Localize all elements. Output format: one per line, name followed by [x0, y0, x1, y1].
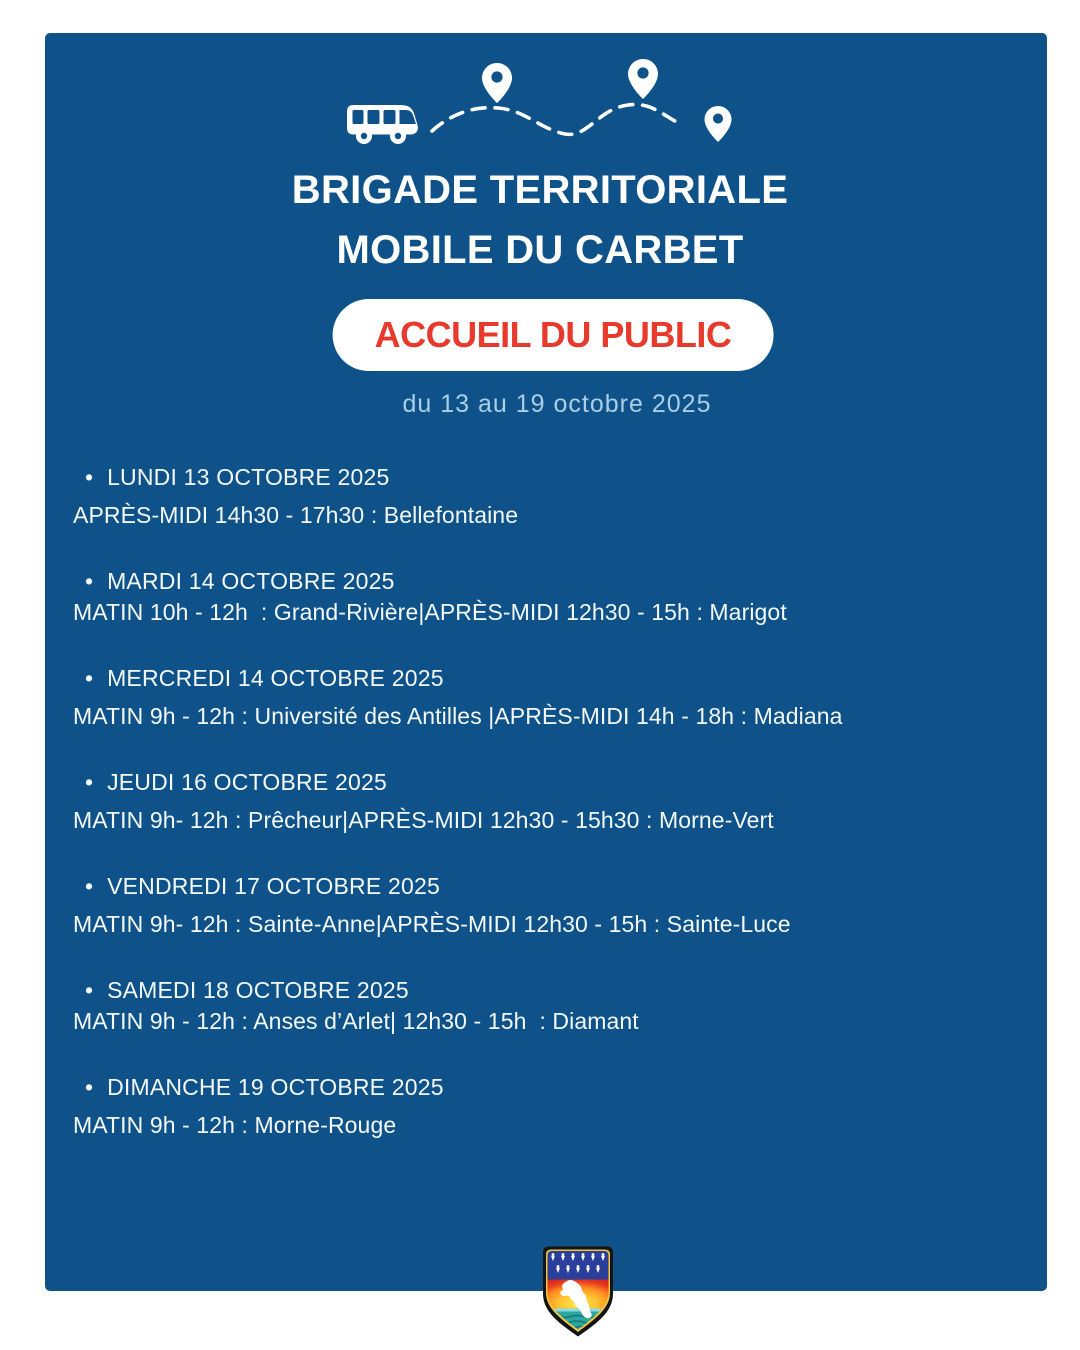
- schedule-day-label: MERCREDI 14 OCTOBRE 2025: [107, 665, 444, 691]
- schedule-day: [73, 767, 1023, 797]
- schedule-detail: MATIN 9h - 12h : Morne-Rouge: [73, 1112, 397, 1138]
- page-title: [0, 160, 1080, 280]
- schedule-entry-samedi: [73, 975, 1023, 1036]
- accueil-badge: ACCUEIL DU PUBLIC: [333, 299, 774, 371]
- date-range: [0, 390, 1080, 419]
- schedule-day-label: VENDREDI 17 OCTOBRE 2025: [107, 873, 440, 899]
- schedule-entry-dimanche: [73, 1072, 1023, 1140]
- map-pin-icon: [482, 63, 512, 103]
- schedule-entry-mercredi: [73, 663, 1023, 731]
- bullet-icon: •: [85, 464, 94, 490]
- date-range-label: du 13 au 19 octobre 2025: [402, 390, 712, 418]
- map-pin-icon: [705, 106, 732, 142]
- schedule-list: [73, 462, 1023, 1176]
- schedule-detail: MATIN 9h- 12h : Sainte-Anne|APRÈS-MIDI 12h30 - 15h : Sainte-Luce: [73, 911, 791, 937]
- bullet-icon: •: [85, 977, 94, 1003]
- schedule-day-label: LUNDI 13 OCTOBRE 2025: [107, 464, 390, 490]
- schedule-entry-mardi: [73, 566, 1023, 627]
- schedule-day: [73, 975, 1023, 1005]
- schedule-entry-jeudi: [73, 767, 1023, 835]
- schedule-day-label: SAMEDI 18 OCTOBRE 2025: [107, 977, 409, 1003]
- map-pin-icon: [628, 59, 658, 99]
- schedule-day: [73, 1072, 1023, 1102]
- schedule-day: [73, 871, 1023, 901]
- schedule-day-label: JEUDI 16 OCTOBRE 2025: [107, 769, 387, 795]
- schedule-day: [73, 462, 1023, 492]
- schedule-detail: MATIN 10h - 12h : Grand-Rivière|APRÈS-MIDI 12h30 - 15h : Marigot: [73, 599, 787, 625]
- bullet-icon: •: [85, 769, 94, 795]
- schedule-day: [73, 566, 1023, 596]
- bus-icon: [347, 105, 418, 144]
- schedule-day: [73, 663, 1023, 693]
- schedule-detail: MATIN 9h - 12h : Université des Antilles |APRÈS-MIDI 14h - 18h : Madiana: [73, 703, 843, 729]
- schedule-day-label: DIMANCHE 19 OCTOBRE 2025: [107, 1074, 444, 1100]
- bullet-icon: •: [85, 873, 94, 899]
- dashed-route-line: [432, 104, 680, 134]
- title-line-1: BRIGADE TERRITORIALE: [291, 168, 789, 212]
- schedule-detail: MATIN 9h - 12h : Anses d’Arlet| 12h30 - 15h : Diamant: [73, 1008, 639, 1034]
- bullet-icon: •: [85, 568, 94, 594]
- schedule-day-label: MARDI 14 OCTOBRE 2025: [107, 568, 395, 594]
- bus-route-graphic: [340, 55, 740, 150]
- schedule-entry-vendredi: [73, 871, 1023, 939]
- martinique-coat-of-arms-logo: [539, 1245, 617, 1338]
- schedule-detail: MATIN 9h- 12h : Prêcheur|APRÈS-MIDI 12h30 - 15h30 : Morne-Vert: [73, 807, 774, 833]
- schedule-entry-lundi: [73, 462, 1023, 530]
- bullet-icon: •: [85, 665, 94, 691]
- bullet-icon: •: [85, 1074, 94, 1100]
- title-line-2: MOBILE DU CARBET: [336, 228, 744, 272]
- schedule-detail: APRÈS-MIDI 14h30 - 17h30 : Bellefontaine: [73, 502, 519, 528]
